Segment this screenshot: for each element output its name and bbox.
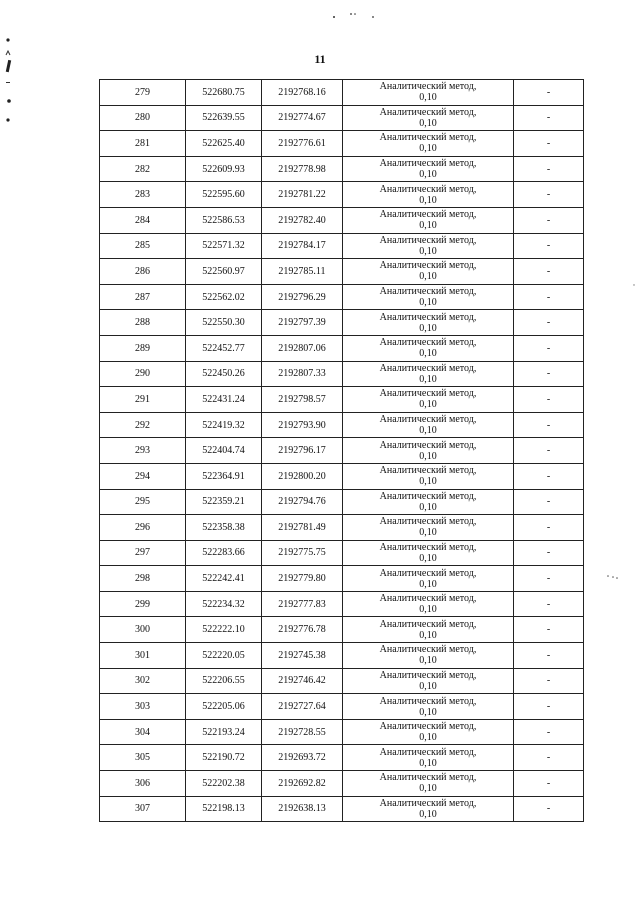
description-cell: - [514,361,584,387]
method-accuracy: 0,10 [419,680,437,692]
y-coordinate: 2192782.40 [262,207,343,233]
coordinates-table [99,79,584,822]
y-coordinate: 2192746.42 [262,668,343,694]
table-row [100,796,584,822]
table-row [100,335,584,361]
description-cell: - [514,771,584,797]
y-coordinate: 2192768.16 [262,80,343,106]
method-accuracy: 0,10 [419,552,437,564]
description-cell: - [514,182,584,208]
method-accuracy: 0,10 [419,501,437,513]
table-row [100,387,584,413]
x-coordinate: 522680.75 [186,80,262,106]
point-number: 290 [100,361,186,387]
description-cell: - [514,719,584,745]
y-coordinate: 2192781.22 [262,182,343,208]
y-coordinate: 2192784.17 [262,233,343,259]
point-number: 279 [100,80,186,106]
table-row [100,412,584,438]
point-number: 286 [100,259,186,285]
point-number: 289 [100,335,186,361]
x-coordinate: 522609.93 [186,156,262,182]
point-number: 295 [100,489,186,515]
method-cell [343,591,514,617]
method-cell [343,387,514,413]
method-label: Аналитический метод, [379,234,477,246]
method-cell [343,207,514,233]
method-label: Аналитический метод, [379,490,477,502]
method-accuracy: 0,10 [419,220,437,232]
description-cell: - [514,284,584,310]
x-coordinate: 522595.60 [186,182,262,208]
x-coordinate: 522242.41 [186,566,262,592]
point-number: 300 [100,617,186,643]
method-cell [343,80,514,106]
method-cell [343,796,514,822]
method-cell [343,489,514,515]
method-label: Аналитический метод, [379,388,477,400]
table-row [100,233,584,259]
y-coordinate: 2192793.90 [262,412,343,438]
method-label: Аналитический метод, [379,541,477,553]
x-coordinate: 522359.21 [186,489,262,515]
y-coordinate: 2192728.55 [262,719,343,745]
method-label: Аналитический метод, [379,311,477,323]
table-row [100,131,584,157]
table-row [100,438,584,464]
y-coordinate: 2192775.75 [262,540,343,566]
x-coordinate: 522198.13 [186,796,262,822]
y-coordinate: 2192774.67 [262,105,343,131]
point-number: 303 [100,694,186,720]
method-cell [343,105,514,131]
method-label: Аналитический метод, [379,414,477,426]
method-accuracy: 0,10 [419,476,437,488]
x-coordinate: 522625.40 [186,131,262,157]
y-coordinate: 2192745.38 [262,643,343,669]
method-accuracy: 0,10 [419,732,437,744]
method-label: Аналитический метод, [379,209,477,221]
y-coordinate: 2192778.98 [262,156,343,182]
table-row [100,361,584,387]
point-number: 283 [100,182,186,208]
method-accuracy: 0,10 [419,117,437,129]
y-coordinate: 2192797.39 [262,310,343,336]
table-row [100,668,584,694]
table-row [100,284,584,310]
method-label: Аналитический метод, [379,183,477,195]
description-cell: - [514,540,584,566]
method-cell [343,771,514,797]
x-coordinate: 522220.05 [186,643,262,669]
description-cell: - [514,438,584,464]
method-accuracy: 0,10 [419,578,437,590]
x-coordinate: 522419.32 [186,412,262,438]
coordinates-table-body [100,80,584,822]
method-accuracy: 0,10 [419,399,437,411]
method-label: Аналитический метод, [379,567,477,579]
method-cell [343,284,514,310]
y-coordinate: 2192807.06 [262,335,343,361]
method-cell [343,463,514,489]
x-coordinate: 522560.97 [186,259,262,285]
table-row [100,515,584,541]
method-cell [343,310,514,336]
method-accuracy: 0,10 [419,245,437,257]
method-accuracy: 0,10 [419,604,437,616]
method-accuracy: 0,10 [419,92,437,104]
method-accuracy: 0,10 [419,450,437,462]
method-cell [343,515,514,541]
point-number: 301 [100,643,186,669]
method-accuracy: 0,10 [419,169,437,181]
y-coordinate: 2192692.82 [262,771,343,797]
method-label: Аналитический метод, [379,260,477,272]
method-label: Аналитический метод, [379,286,477,298]
point-number: 281 [100,131,186,157]
y-coordinate: 2192638.13 [262,796,343,822]
method-accuracy: 0,10 [419,757,437,769]
y-coordinate: 2192779.80 [262,566,343,592]
method-accuracy: 0,10 [419,322,437,334]
point-number: 294 [100,463,186,489]
method-cell [343,745,514,771]
method-label: Аналитический метод, [379,695,477,707]
x-coordinate: 522190.72 [186,745,262,771]
table-row [100,694,584,720]
method-label: Аналитический метод, [379,362,477,374]
description-cell: - [514,335,584,361]
x-coordinate: 522364.91 [186,463,262,489]
description-cell: - [514,233,584,259]
method-cell [343,668,514,694]
method-cell [343,566,514,592]
table-row [100,745,584,771]
description-cell: - [514,387,584,413]
point-number: 285 [100,233,186,259]
x-coordinate: 522222.10 [186,617,262,643]
point-number: 293 [100,438,186,464]
method-accuracy: 0,10 [419,143,437,155]
method-accuracy: 0,10 [419,373,437,385]
description-cell: - [514,80,584,106]
y-coordinate: 2192776.78 [262,617,343,643]
table-row [100,156,584,182]
table-row [100,566,584,592]
table-row [100,591,584,617]
method-label: Аналитический метод, [379,81,477,93]
method-label: Аналитический метод, [379,337,477,349]
method-accuracy: 0,10 [419,425,437,437]
method-accuracy: 0,10 [419,194,437,206]
method-label: Аналитический метод, [379,644,477,656]
method-label: Аналитический метод, [379,158,477,170]
description-cell: - [514,617,584,643]
method-cell [343,694,514,720]
description-cell: - [514,566,584,592]
y-coordinate: 2192781.49 [262,515,343,541]
description-cell: - [514,515,584,541]
x-coordinate: 522202.38 [186,771,262,797]
x-coordinate: 522550.30 [186,310,262,336]
method-cell [343,335,514,361]
table-row [100,617,584,643]
table-row [100,310,584,336]
x-coordinate: 522571.32 [186,233,262,259]
table-row [100,719,584,745]
description-cell: - [514,105,584,131]
y-coordinate: 2192727.64 [262,694,343,720]
method-label: Аналитический метод, [379,797,477,809]
y-coordinate: 2192785.11 [262,259,343,285]
description-cell: - [514,131,584,157]
method-cell [343,617,514,643]
y-coordinate: 2192776.61 [262,131,343,157]
x-coordinate: 522358.38 [186,515,262,541]
method-cell [343,233,514,259]
table-row [100,207,584,233]
description-cell: - [514,412,584,438]
table-row [100,80,584,106]
table-row [100,643,584,669]
x-coordinate: 522206.55 [186,668,262,694]
x-coordinate: 522639.55 [186,105,262,131]
method-label: Аналитический метод, [379,465,477,477]
method-cell [343,182,514,208]
point-number: 291 [100,387,186,413]
y-coordinate: 2192807.33 [262,361,343,387]
method-label: Аналитический метод, [379,516,477,528]
point-number: 297 [100,540,186,566]
description-cell: - [514,259,584,285]
point-number: 306 [100,771,186,797]
description-cell: - [514,643,584,669]
table-row [100,259,584,285]
method-cell [343,438,514,464]
method-cell [343,259,514,285]
point-number: 292 [100,412,186,438]
y-coordinate: 2192794.76 [262,489,343,515]
method-label: Аналитический метод, [379,669,477,681]
y-coordinate: 2192800.20 [262,463,343,489]
table-row [100,489,584,515]
point-number: 299 [100,591,186,617]
description-cell: - [514,694,584,720]
method-cell [343,412,514,438]
x-coordinate: 522586.53 [186,207,262,233]
method-accuracy: 0,10 [419,297,437,309]
y-coordinate: 2192693.72 [262,745,343,771]
x-coordinate: 522205.06 [186,694,262,720]
method-label: Аналитический метод, [379,746,477,758]
table-row [100,105,584,131]
description-cell: - [514,591,584,617]
method-label: Аналитический метод, [379,772,477,784]
table-row [100,771,584,797]
method-cell [343,643,514,669]
method-accuracy: 0,10 [419,527,437,539]
method-label: Аналитический метод, [379,439,477,451]
description-cell: - [514,489,584,515]
method-cell [343,131,514,157]
x-coordinate: 522452.77 [186,335,262,361]
y-coordinate: 2192798.57 [262,387,343,413]
method-accuracy: 0,10 [419,629,437,641]
point-number: 298 [100,566,186,592]
x-coordinate: 522283.66 [186,540,262,566]
point-number: 282 [100,156,186,182]
x-coordinate: 522431.24 [186,387,262,413]
method-cell [343,156,514,182]
method-cell [343,540,514,566]
x-coordinate: 522234.32 [186,591,262,617]
method-accuracy: 0,10 [419,706,437,718]
y-coordinate: 2192796.29 [262,284,343,310]
description-cell: - [514,463,584,489]
point-number: 302 [100,668,186,694]
point-number: 305 [100,745,186,771]
description-cell: - [514,207,584,233]
method-label: Аналитический метод, [379,721,477,733]
method-cell [343,361,514,387]
description-cell: - [514,156,584,182]
method-accuracy: 0,10 [419,655,437,667]
page-number: 11 [314,52,326,66]
description-cell: - [514,796,584,822]
x-coordinate: 522193.24 [186,719,262,745]
method-accuracy: 0,10 [419,348,437,360]
x-coordinate: 522562.02 [186,284,262,310]
method-accuracy: 0,10 [419,783,437,795]
method-label: Аналитический метод, [379,106,477,118]
point-number: 296 [100,515,186,541]
method-accuracy: 0,10 [419,808,437,820]
method-label: Аналитический метод, [379,132,477,144]
method-label: Аналитический метод, [379,618,477,630]
description-cell: - [514,668,584,694]
description-cell: - [514,310,584,336]
method-cell [343,719,514,745]
point-number: 284 [100,207,186,233]
point-number: 307 [100,796,186,822]
table-row [100,182,584,208]
point-number: 288 [100,310,186,336]
x-coordinate: 522404.74 [186,438,262,464]
method-accuracy: 0,10 [419,271,437,283]
point-number: 304 [100,719,186,745]
method-label: Аналитический метод, [379,593,477,605]
table-row [100,463,584,489]
point-number: 287 [100,284,186,310]
table-row [100,540,584,566]
description-cell: - [514,745,584,771]
point-number: 280 [100,105,186,131]
y-coordinate: 2192777.83 [262,591,343,617]
y-coordinate: 2192796.17 [262,438,343,464]
x-coordinate: 522450.26 [186,361,262,387]
